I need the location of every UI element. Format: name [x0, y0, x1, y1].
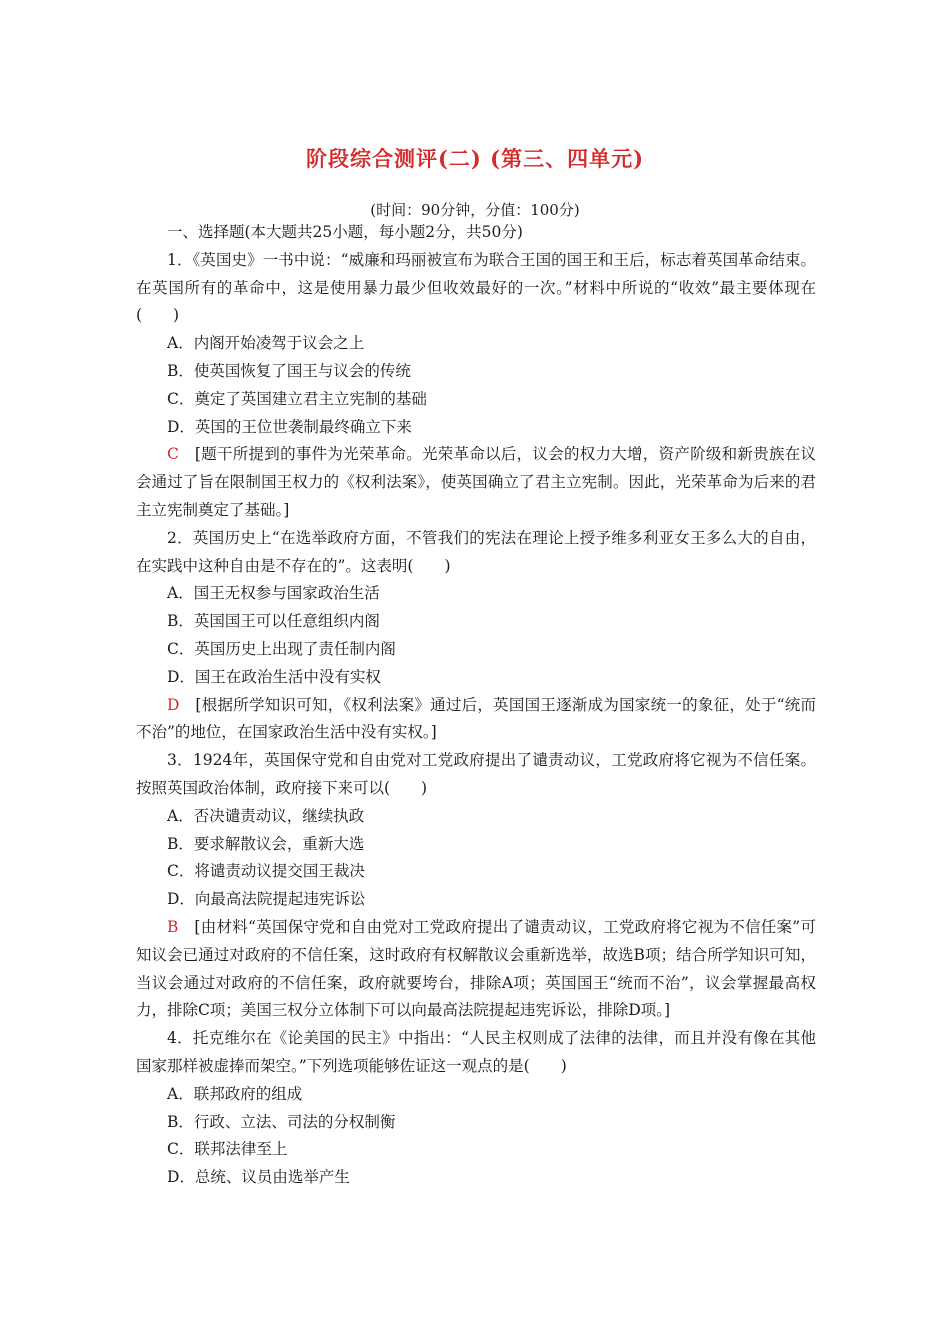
question-stem-2: 2．英国历史上“在选举政府方面，不管我们的宪法在理论上授予维多利亚女王多么大的自由，在实践中这种自由是不存在的”。这表明( ) — [136, 528, 816, 575]
q1-explanation: [题干所提到的事件为光荣革命。光荣革命以后，议会的权力大增，资产阶级和新贵族在议会通过了旨在限制国王权力的《权利法案》，使英国确立了君主立宪制。因此，光荣革命为后来的君主立宪制奠定了基础。] — [136, 445, 816, 519]
q3-option-d: D．向最高法院提起违宪诉讼 — [167, 890, 366, 909]
q3-answer-block — [136, 914, 816, 1025]
q2-explanation: [根据所学知识可知，《权利法案》通过后，英国国王逐渐成为国家统一的象征，处于“统而不治”的地位，在国家政治生活中没有实权。] — [136, 695, 816, 742]
q2-option-d: D．国王在政治生活中没有实权 — [167, 667, 381, 686]
q2-option-c: C．英国历史上出现了责任制内阁 — [167, 639, 396, 658]
q2-answer-block — [136, 692, 816, 748]
question-stem-3: 3．1924年，英国保守党和自由党对工党政府提出了谴责动议，工党政府将它视为不信任案。按照英国政治体制，政府接下来可以( ) — [136, 751, 816, 797]
q2-option-b: B．英国国王可以任意组织内阁 — [167, 612, 380, 631]
q4-option-c: C．联邦法律至上 — [167, 1140, 288, 1159]
q1-option-d: D．英国的王位世袭制最终确立下来 — [167, 417, 412, 436]
q3-explanation: [由材料“英国保守党和自由党对工党政府提出了谴责动议，工党政府将它视为不信任案”可知议会已通过对政府的不信任案，这时政府有权解散议会重新选举，故选B项；结合所学知识可知，当议会通过对政府的不信任案，政府就要垮台，排除A项；英国国王“统而不治”，议会掌握最高权力，排除C项；美国三权分立体制下可以向最高法院提起违宪诉讼，排除D项。] — [136, 917, 816, 1020]
q1-option-b: B．使英国恢复了国王与议会的传统 — [167, 361, 411, 380]
q1-answer-letter: C — [167, 445, 179, 464]
document-body — [136, 219, 816, 1192]
q3-option-c: C．将谴责动议提交国王裁决 — [167, 862, 365, 881]
exam-info: (时间：90分钟，分值：100分) — [370, 201, 580, 219]
q1-option-c: C．奠定了英国建立君主立宪制的基础 — [167, 389, 427, 408]
q2-answer-letter: D — [167, 695, 180, 714]
q3-option-b: B．要求解散议会，重新大选 — [167, 834, 365, 853]
q4-option-d: D．总统、议员由选举产生 — [167, 1168, 350, 1187]
q3-option-a: A．否决谴责动议，继续执政 — [167, 806, 365, 825]
q4-option-b: B．行政、立法、司法的分权制衡 — [167, 1112, 396, 1131]
q2-option-a: A．国王无权参与国家政治生活 — [167, 584, 380, 603]
section-heading: 一、选择题(本大题共25小题，每小题2分，共50分) — [167, 223, 523, 241]
question-stem-1: 1．《英国史》一书中说：“威廉和玛丽被宣布为联合王国的国王和王后，标志着英国革命结束。在英国所有的革命中，这是使用暴力最少但收效最好的一次。”材料中所说的“收效”最主要体现在( ) — [136, 250, 816, 325]
q1-option-a: A．内阁开始凌驾于议会之上 — [167, 334, 365, 353]
page-title: 阶段综合测评(二) (第三、四单元) — [305, 146, 645, 171]
question-stem-4: 4．托克维尔在《论美国的民主》中指出：“人民主权则成了法律的法律，而且并没有像在其他国家那样被虚捧而架空。”下列选项能够佐证这一观点的是( ) — [136, 1029, 816, 1075]
q1-answer-block — [136, 441, 816, 524]
q3-answer-letter: B — [167, 917, 179, 936]
q4-option-a: A．联邦政府的组成 — [167, 1084, 303, 1103]
